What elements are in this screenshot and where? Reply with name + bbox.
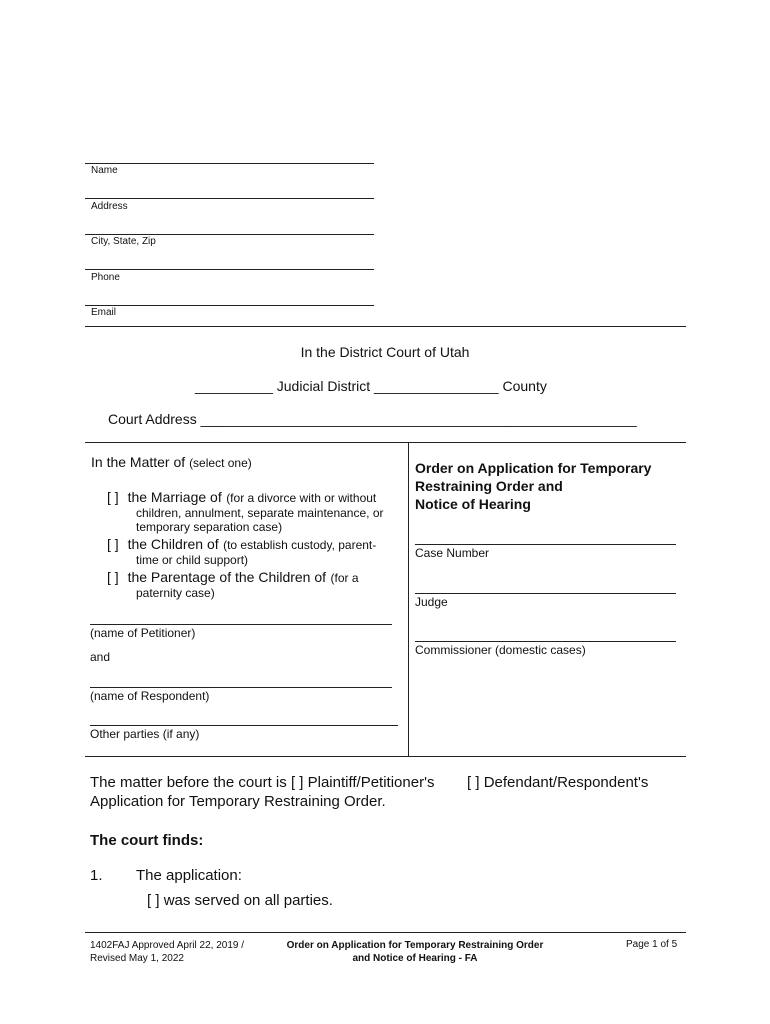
- city-state-zip-label: City, State, Zip: [91, 236, 156, 247]
- children-note-line2: time or child support): [136, 553, 249, 567]
- order-title-line2: Restraining Order and: [415, 478, 563, 494]
- judge-line[interactable]: [415, 593, 676, 594]
- phone-label: Phone: [91, 272, 120, 283]
- name-line[interactable]: [85, 163, 374, 164]
- order-title-line3: Notice of Hearing: [415, 496, 531, 512]
- email-line[interactable]: [85, 305, 374, 306]
- judge-label: Judge: [415, 595, 448, 609]
- marriage-option[interactable]: [107, 489, 376, 507]
- commissioner-label: Commissioner (domestic cases): [415, 643, 586, 657]
- order-title-line1: Order on Application for Temporary: [415, 460, 652, 476]
- defendant-label: Defendant/Respondent's: [483, 774, 649, 791]
- matter-heading: [91, 454, 252, 470]
- petitioner-label: (name of Petitioner): [90, 626, 196, 640]
- marriage-label: the Marriage of: [127, 489, 222, 505]
- petitioner-line[interactable]: [90, 624, 392, 625]
- plaintiff-checkbox[interactable]: [ ]: [290, 774, 304, 791]
- case-number-label: Case Number: [415, 546, 490, 560]
- county-blank[interactable]: ________________: [374, 378, 499, 394]
- item1-text: The application:: [136, 867, 242, 884]
- court-address-blank[interactable]: ________________________________________________________: [200, 411, 637, 427]
- footer-page-number: Page 1 of 5: [626, 939, 678, 950]
- city-state-zip-line[interactable]: [85, 234, 374, 235]
- matter-heading-note: (select one): [189, 456, 252, 470]
- parentage-option[interactable]: [107, 569, 359, 587]
- email-label: Email: [91, 307, 117, 318]
- footer-title-line2: and Notice of Hearing - FA: [352, 953, 478, 964]
- marriage-note-line2: children, annulment, separate maintenance, or: [136, 506, 384, 520]
- children-checkbox[interactable]: [ ]: [107, 536, 119, 552]
- address-line[interactable]: [85, 198, 374, 199]
- caption-top-rule: [85, 442, 686, 443]
- footer-form-id-line1: 1402FAJ Approved April 22, 2019 /: [90, 940, 244, 951]
- respondent-line[interactable]: [90, 687, 392, 688]
- court-finds-heading: The court finds:: [90, 832, 204, 849]
- parentage-note-line2: paternity case): [136, 586, 215, 600]
- item1-option[interactable]: [147, 892, 333, 909]
- parentage-note: (for a: [330, 571, 359, 585]
- matter-statement-line2: Application for Temporary Restraining Order.: [90, 793, 386, 810]
- item1-number: 1.: [90, 867, 103, 884]
- address-label: Address: [91, 201, 128, 212]
- footer-rule: [85, 932, 686, 933]
- matter-statement-text: The matter before the court is: [90, 774, 287, 791]
- children-option[interactable]: [107, 536, 376, 554]
- court-title: In the District Court of Utah: [300, 344, 470, 360]
- phone-line[interactable]: [85, 269, 374, 270]
- plaintiff-label: Plaintiff/Petitioner's: [307, 774, 435, 791]
- other-parties-line[interactable]: [90, 725, 398, 726]
- footer-form-id: [90, 939, 244, 965]
- footer-form-id-line2: Revised May 1, 2022: [90, 953, 184, 964]
- served-label: was served on all parties.: [163, 892, 333, 909]
- caption-bottom-rule: [85, 756, 686, 757]
- district-blank[interactable]: __________: [195, 378, 273, 394]
- matter-heading-text: In the Matter of: [91, 454, 186, 470]
- name-label: Name: [91, 165, 118, 176]
- footer-title: [265, 939, 565, 965]
- and-label: and: [90, 650, 111, 664]
- footer-title-line1: Order on Application for Temporary Restraining Order: [286, 940, 544, 951]
- children-label: the Children of: [127, 536, 219, 552]
- other-parties-label: Other parties (if any): [90, 727, 200, 741]
- respondent-label: (name of Respondent): [90, 689, 210, 703]
- defendant-option[interactable]: [467, 774, 648, 791]
- marriage-note-line3: temporary separation case): [136, 520, 283, 534]
- court-address-line: [108, 411, 637, 427]
- header-divider: [85, 326, 686, 327]
- county-label: County: [502, 378, 547, 394]
- matter-statement-line1: [90, 774, 434, 791]
- commissioner-line[interactable]: [415, 641, 676, 642]
- case-number-line[interactable]: [415, 544, 676, 545]
- marriage-note: (for a divorce with or without: [226, 491, 377, 505]
- served-checkbox[interactable]: [ ]: [147, 892, 160, 909]
- district-line: [195, 378, 547, 394]
- caption-divider: [408, 442, 409, 756]
- marriage-checkbox[interactable]: [ ]: [107, 489, 119, 505]
- parentage-checkbox[interactable]: [ ]: [107, 569, 119, 585]
- district-label: Judicial District: [276, 378, 371, 394]
- court-address-label: Court Address: [108, 411, 197, 427]
- parentage-label: the Parentage of the Children of: [127, 569, 327, 585]
- children-note: (to establish custody, parent-: [223, 538, 377, 552]
- defendant-checkbox[interactable]: [ ]: [467, 774, 480, 791]
